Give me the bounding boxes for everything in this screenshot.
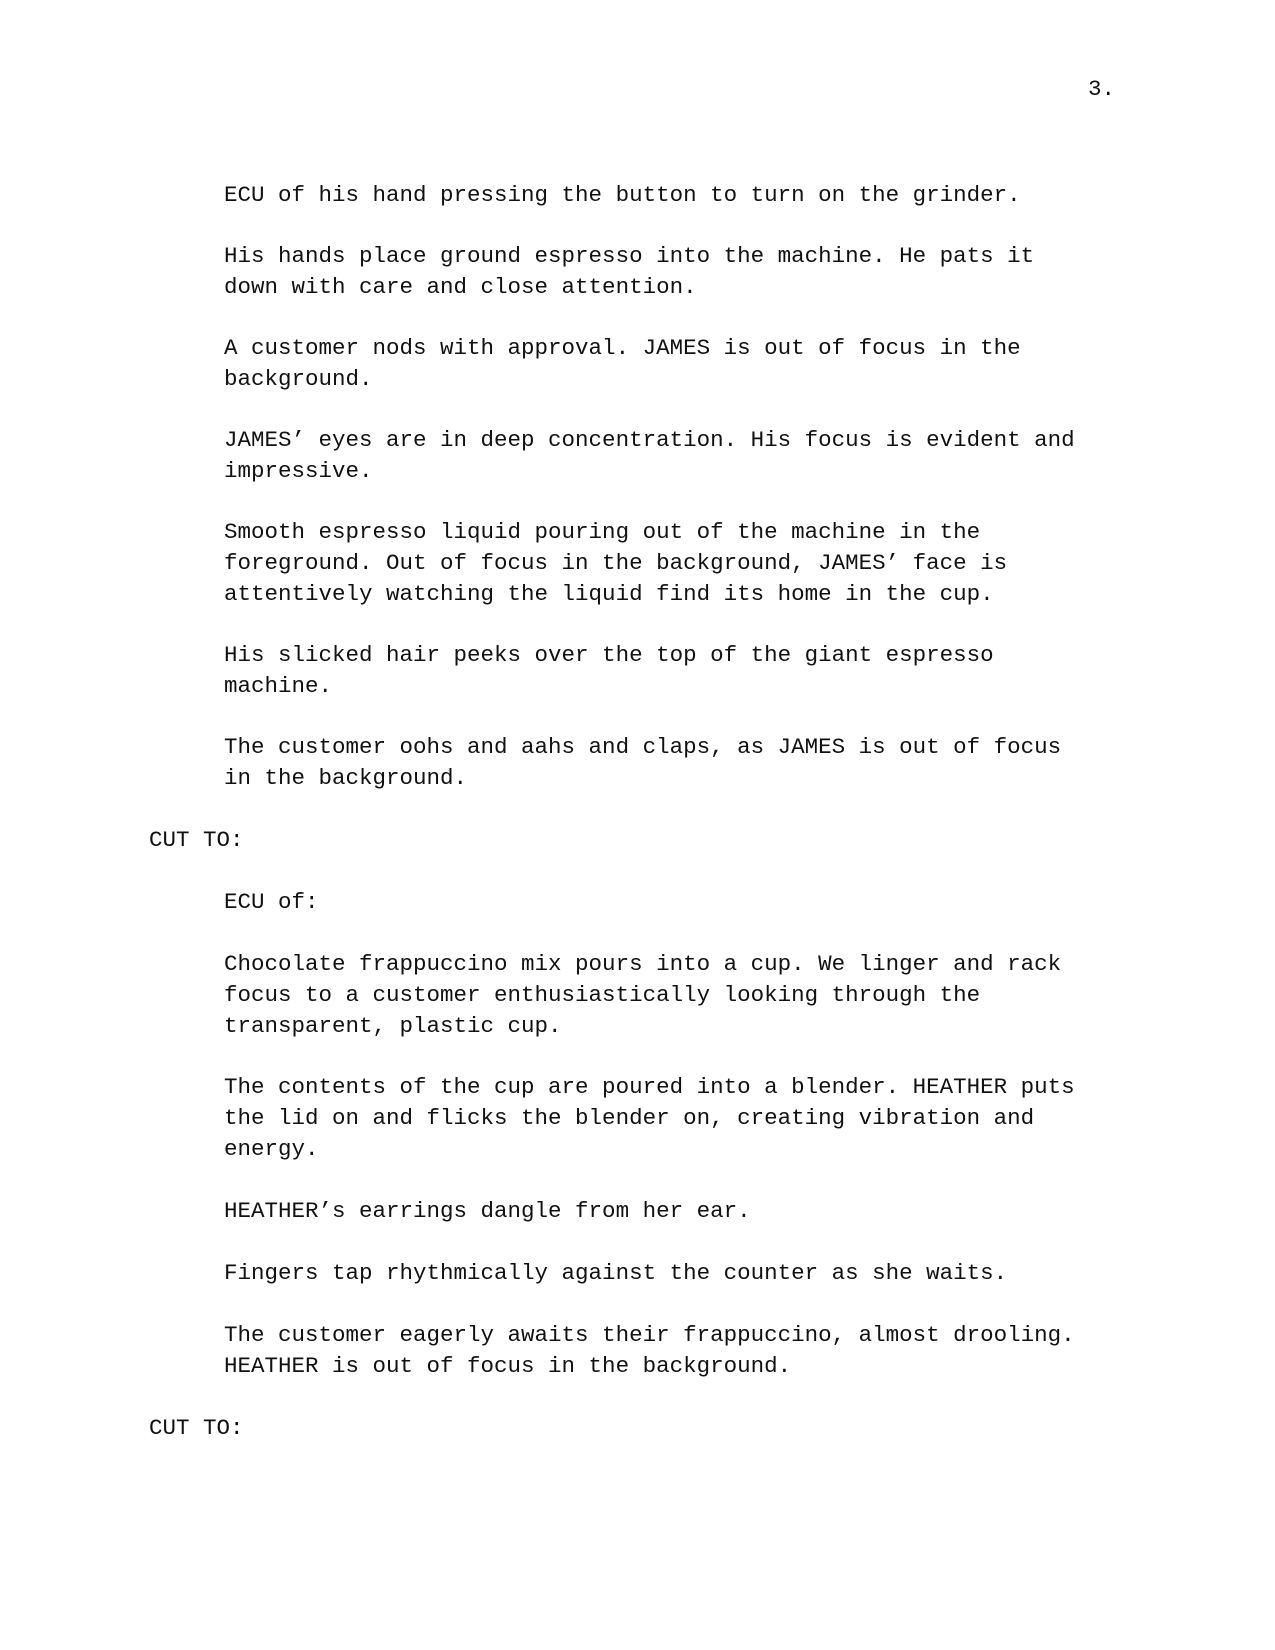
action-line: HEATHER’s earrings dangle from her ear. xyxy=(224,1198,751,1224)
action-line: down with care and close attention. xyxy=(224,274,697,300)
transition-cut-to: CUT TO: xyxy=(149,1415,244,1441)
transition-cut-to: CUT TO: xyxy=(149,827,244,853)
action-line: the lid on and flicks the blender on, creating vibration and xyxy=(224,1105,1035,1131)
action-line: impressive. xyxy=(224,458,373,484)
action-line: The customer oohs and aahs and claps, as JAMES is out of focus xyxy=(224,734,1062,760)
action-line: ECU of: xyxy=(224,889,319,915)
action-line: His hands place ground espresso into the machine. He pats it xyxy=(224,243,1035,269)
action-line: transparent, plastic cup. xyxy=(224,1013,562,1039)
action-line: in the background. xyxy=(224,765,468,791)
action-line: His slicked hair peeks over the top of the giant espresso xyxy=(224,642,994,668)
action-line: ECU of his hand pressing the button to turn on the grinder. xyxy=(224,182,1021,208)
action-line: foreground. Out of focus in the background, JAMES’ face is xyxy=(224,550,1008,576)
action-line: energy. xyxy=(224,1136,319,1162)
page-number: 3. xyxy=(1087,76,1115,102)
action-line: Chocolate frappuccino mix pours into a cup. We linger and rack xyxy=(224,951,1062,977)
action-line: JAMES’ eyes are in deep concentration. His focus is evident and xyxy=(224,427,1075,453)
action-line: attentively watching the liquid find its home in the cup. xyxy=(224,581,994,607)
action-line: A customer nods with approval. JAMES is out of focus in the xyxy=(224,335,1021,361)
action-line: focus to a customer enthusiastically looking through the xyxy=(224,982,981,1008)
action-line: HEATHER is out of focus in the background. xyxy=(224,1353,792,1379)
action-line: The contents of the cup are poured into a blender. HEATHER puts xyxy=(224,1074,1075,1100)
action-line: Fingers tap rhythmically against the counter as she waits. xyxy=(224,1260,1008,1286)
action-line: background. xyxy=(224,366,373,392)
action-line: machine. xyxy=(224,673,333,699)
action-line: Smooth espresso liquid pouring out of the machine in the xyxy=(224,519,981,545)
action-line: The customer eagerly awaits their frappuccino, almost drooling. xyxy=(224,1322,1075,1348)
